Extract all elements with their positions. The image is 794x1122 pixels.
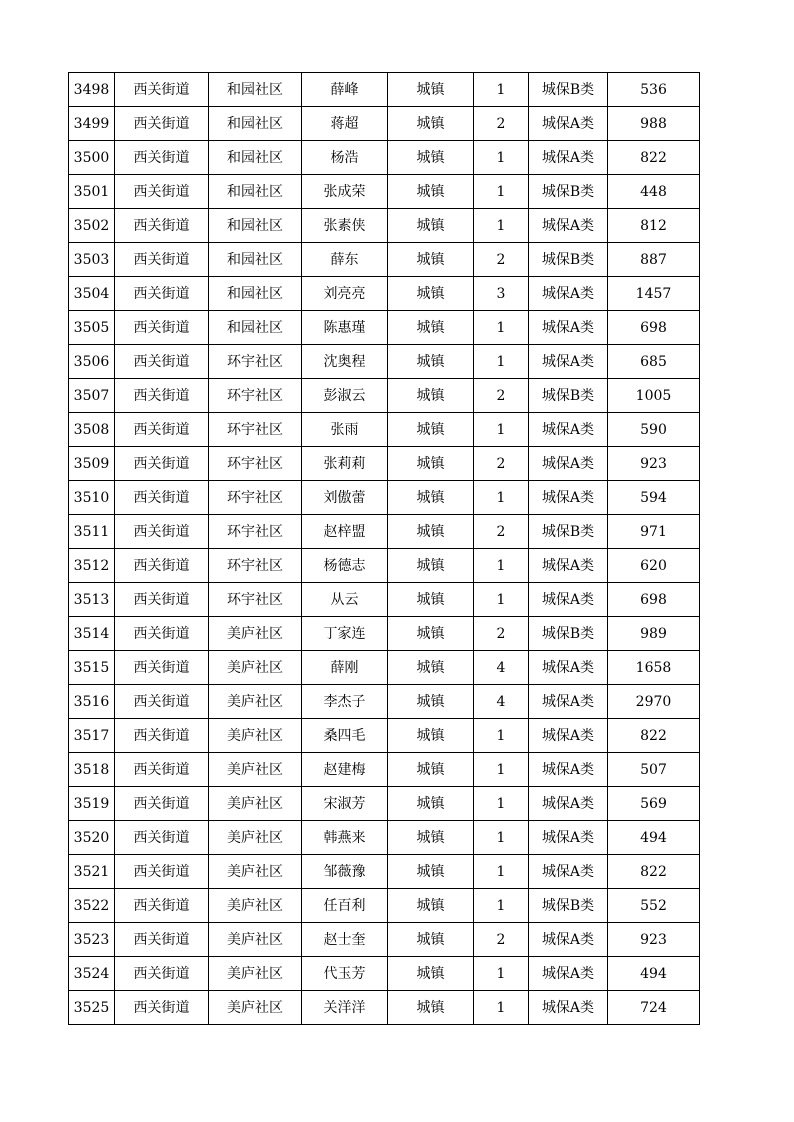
row-number-cell: 3501 [69, 175, 115, 209]
name-cell: 代玉芳 [302, 957, 388, 991]
street-cell: 西关街道 [115, 107, 209, 141]
table-row [69, 583, 700, 617]
table-row [69, 379, 700, 413]
amount-cell: 822 [608, 719, 700, 753]
household-type-cell: 城镇 [388, 957, 474, 991]
category-cell: 城保A类 [529, 447, 608, 481]
name-cell: 李杰子 [302, 685, 388, 719]
row-number-cell: 3505 [69, 311, 115, 345]
street-cell: 西关街道 [115, 753, 209, 787]
member-count-cell: 1 [474, 209, 529, 243]
category-cell: 城保A类 [529, 753, 608, 787]
community-cell: 和园社区 [209, 311, 302, 345]
member-count-cell: 1 [474, 991, 529, 1025]
street-cell: 西关街道 [115, 243, 209, 277]
amount-cell: 552 [608, 889, 700, 923]
household-type-cell: 城镇 [388, 345, 474, 379]
table-row [69, 141, 700, 175]
community-cell: 美庐社区 [209, 753, 302, 787]
table-row [69, 923, 700, 957]
table-row [69, 855, 700, 889]
name-cell: 杨德志 [302, 549, 388, 583]
street-cell: 西关街道 [115, 549, 209, 583]
amount-cell: 590 [608, 413, 700, 447]
row-number-cell: 3510 [69, 481, 115, 515]
community-cell: 环宇社区 [209, 583, 302, 617]
table-row [69, 957, 700, 991]
community-cell: 环宇社区 [209, 379, 302, 413]
household-type-cell: 城镇 [388, 107, 474, 141]
name-cell: 宋淑芳 [302, 787, 388, 821]
household-type-cell: 城镇 [388, 481, 474, 515]
amount-cell: 620 [608, 549, 700, 583]
name-cell: 桑四毛 [302, 719, 388, 753]
street-cell: 西关街道 [115, 719, 209, 753]
member-count-cell: 2 [474, 107, 529, 141]
street-cell: 西关街道 [115, 311, 209, 345]
amount-cell: 685 [608, 345, 700, 379]
amount-cell: 989 [608, 617, 700, 651]
category-cell: 城保B类 [529, 73, 608, 107]
community-cell: 和园社区 [209, 73, 302, 107]
category-cell: 城保B类 [529, 175, 608, 209]
category-cell: 城保A类 [529, 685, 608, 719]
roster-body [69, 73, 700, 1025]
row-number-cell: 3515 [69, 651, 115, 685]
row-number-cell: 3522 [69, 889, 115, 923]
category-cell: 城保A类 [529, 481, 608, 515]
member-count-cell: 2 [474, 447, 529, 481]
name-cell: 邹薇豫 [302, 855, 388, 889]
household-type-cell: 城镇 [388, 685, 474, 719]
name-cell: 赵建梅 [302, 753, 388, 787]
table-row [69, 651, 700, 685]
household-type-cell: 城镇 [388, 379, 474, 413]
category-cell: 城保A类 [529, 209, 608, 243]
row-number-cell: 3503 [69, 243, 115, 277]
street-cell: 西关街道 [115, 787, 209, 821]
name-cell: 张莉莉 [302, 447, 388, 481]
street-cell: 西关街道 [115, 855, 209, 889]
name-cell: 薛刚 [302, 651, 388, 685]
row-number-cell: 3520 [69, 821, 115, 855]
member-count-cell: 2 [474, 515, 529, 549]
name-cell: 彭淑云 [302, 379, 388, 413]
table-row [69, 175, 700, 209]
member-count-cell: 1 [474, 549, 529, 583]
community-cell: 环宇社区 [209, 345, 302, 379]
street-cell: 西关街道 [115, 447, 209, 481]
community-cell: 美庐社区 [209, 923, 302, 957]
category-cell: 城保A类 [529, 821, 608, 855]
row-number-cell: 3509 [69, 447, 115, 481]
category-cell: 城保A类 [529, 583, 608, 617]
amount-cell: 822 [608, 855, 700, 889]
community-cell: 和园社区 [209, 107, 302, 141]
household-type-cell: 城镇 [388, 821, 474, 855]
street-cell: 西关街道 [115, 923, 209, 957]
amount-cell: 1658 [608, 651, 700, 685]
table-row [69, 413, 700, 447]
community-cell: 和园社区 [209, 175, 302, 209]
name-cell: 薛峰 [302, 73, 388, 107]
household-type-cell: 城镇 [388, 175, 474, 209]
member-count-cell: 1 [474, 821, 529, 855]
member-count-cell: 2 [474, 243, 529, 277]
category-cell: 城保A类 [529, 141, 608, 175]
member-count-cell: 2 [474, 617, 529, 651]
community-cell: 环宇社区 [209, 413, 302, 447]
street-cell: 西关街道 [115, 379, 209, 413]
name-cell: 刘亮亮 [302, 277, 388, 311]
row-number-cell: 3498 [69, 73, 115, 107]
amount-cell: 2970 [608, 685, 700, 719]
category-cell: 城保B类 [529, 889, 608, 923]
name-cell: 张雨 [302, 413, 388, 447]
amount-cell: 822 [608, 141, 700, 175]
name-cell: 从云 [302, 583, 388, 617]
household-type-cell: 城镇 [388, 549, 474, 583]
member-count-cell: 1 [474, 889, 529, 923]
community-cell: 美庐社区 [209, 685, 302, 719]
category-cell: 城保A类 [529, 107, 608, 141]
street-cell: 西关街道 [115, 617, 209, 651]
name-cell: 关洋洋 [302, 991, 388, 1025]
member-count-cell: 1 [474, 141, 529, 175]
row-number-cell: 3512 [69, 549, 115, 583]
street-cell: 西关街道 [115, 345, 209, 379]
amount-cell: 494 [608, 957, 700, 991]
member-count-cell: 1 [474, 957, 529, 991]
table-row [69, 753, 700, 787]
amount-cell: 448 [608, 175, 700, 209]
table-row [69, 209, 700, 243]
community-cell: 环宇社区 [209, 515, 302, 549]
table-row [69, 345, 700, 379]
amount-cell: 1005 [608, 379, 700, 413]
member-count-cell: 3 [474, 277, 529, 311]
category-cell: 城保B类 [529, 515, 608, 549]
amount-cell: 724 [608, 991, 700, 1025]
street-cell: 西关街道 [115, 957, 209, 991]
row-number-cell: 3514 [69, 617, 115, 651]
street-cell: 西关街道 [115, 685, 209, 719]
street-cell: 西关街道 [115, 277, 209, 311]
table-row [69, 311, 700, 345]
category-cell: 城保B类 [529, 243, 608, 277]
community-cell: 美庐社区 [209, 855, 302, 889]
row-number-cell: 3513 [69, 583, 115, 617]
street-cell: 西关街道 [115, 481, 209, 515]
table-row [69, 481, 700, 515]
table-row [69, 719, 700, 753]
community-cell: 和园社区 [209, 141, 302, 175]
household-type-cell: 城镇 [388, 141, 474, 175]
household-type-cell: 城镇 [388, 447, 474, 481]
category-cell: 城保A类 [529, 923, 608, 957]
street-cell: 西关街道 [115, 889, 209, 923]
member-count-cell: 4 [474, 651, 529, 685]
amount-cell: 923 [608, 447, 700, 481]
street-cell: 西关街道 [115, 209, 209, 243]
row-number-cell: 3524 [69, 957, 115, 991]
member-count-cell: 1 [474, 311, 529, 345]
member-count-cell: 4 [474, 685, 529, 719]
street-cell: 西关街道 [115, 991, 209, 1025]
name-cell: 张成荣 [302, 175, 388, 209]
household-type-cell: 城镇 [388, 243, 474, 277]
street-cell: 西关街道 [115, 141, 209, 175]
amount-cell: 536 [608, 73, 700, 107]
amount-cell: 971 [608, 515, 700, 549]
name-cell: 薛东 [302, 243, 388, 277]
category-cell: 城保A类 [529, 311, 608, 345]
household-type-cell: 城镇 [388, 923, 474, 957]
category-cell: 城保A类 [529, 991, 608, 1025]
household-type-cell: 城镇 [388, 583, 474, 617]
street-cell: 西关街道 [115, 413, 209, 447]
community-cell: 环宇社区 [209, 481, 302, 515]
street-cell: 西关街道 [115, 175, 209, 209]
relief-roster-table [68, 72, 700, 1025]
category-cell: 城保A类 [529, 855, 608, 889]
amount-cell: 988 [608, 107, 700, 141]
name-cell: 刘傲蕾 [302, 481, 388, 515]
member-count-cell: 1 [474, 73, 529, 107]
street-cell: 西关街道 [115, 515, 209, 549]
row-number-cell: 3504 [69, 277, 115, 311]
community-cell: 美庐社区 [209, 719, 302, 753]
community-cell: 美庐社区 [209, 991, 302, 1025]
row-number-cell: 3511 [69, 515, 115, 549]
name-cell: 韩燕来 [302, 821, 388, 855]
amount-cell: 569 [608, 787, 700, 821]
community-cell: 和园社区 [209, 209, 302, 243]
category-cell: 城保A类 [529, 787, 608, 821]
member-count-cell: 1 [474, 719, 529, 753]
name-cell: 任百利 [302, 889, 388, 923]
category-cell: 城保B类 [529, 379, 608, 413]
amount-cell: 923 [608, 923, 700, 957]
category-cell: 城保B类 [529, 617, 608, 651]
member-count-cell: 1 [474, 583, 529, 617]
table-row [69, 821, 700, 855]
community-cell: 美庐社区 [209, 889, 302, 923]
community-cell: 美庐社区 [209, 821, 302, 855]
table-row [69, 73, 700, 107]
table-row [69, 277, 700, 311]
household-type-cell: 城镇 [388, 277, 474, 311]
household-type-cell: 城镇 [388, 991, 474, 1025]
table-row [69, 685, 700, 719]
category-cell: 城保A类 [529, 345, 608, 379]
name-cell: 沈奥程 [302, 345, 388, 379]
table-row [69, 515, 700, 549]
household-type-cell: 城镇 [388, 787, 474, 821]
household-type-cell: 城镇 [388, 617, 474, 651]
amount-cell: 1457 [608, 277, 700, 311]
street-cell: 西关街道 [115, 583, 209, 617]
community-cell: 环宇社区 [209, 447, 302, 481]
row-number-cell: 3519 [69, 787, 115, 821]
row-number-cell: 3507 [69, 379, 115, 413]
name-cell: 赵士奎 [302, 923, 388, 957]
member-count-cell: 1 [474, 855, 529, 889]
table-row [69, 243, 700, 277]
table-row [69, 991, 700, 1025]
community-cell: 环宇社区 [209, 549, 302, 583]
category-cell: 城保A类 [529, 549, 608, 583]
row-number-cell: 3499 [69, 107, 115, 141]
amount-cell: 494 [608, 821, 700, 855]
community-cell: 美庐社区 [209, 651, 302, 685]
member-count-cell: 1 [474, 753, 529, 787]
name-cell: 蒋超 [302, 107, 388, 141]
household-type-cell: 城镇 [388, 413, 474, 447]
category-cell: 城保A类 [529, 719, 608, 753]
category-cell: 城保A类 [529, 957, 608, 991]
amount-cell: 812 [608, 209, 700, 243]
household-type-cell: 城镇 [388, 209, 474, 243]
member-count-cell: 1 [474, 413, 529, 447]
household-type-cell: 城镇 [388, 855, 474, 889]
household-type-cell: 城镇 [388, 889, 474, 923]
member-count-cell: 1 [474, 787, 529, 821]
member-count-cell: 1 [474, 481, 529, 515]
amount-cell: 887 [608, 243, 700, 277]
row-number-cell: 3506 [69, 345, 115, 379]
community-cell: 和园社区 [209, 277, 302, 311]
street-cell: 西关街道 [115, 73, 209, 107]
community-cell: 美庐社区 [209, 617, 302, 651]
member-count-cell: 2 [474, 923, 529, 957]
row-number-cell: 3521 [69, 855, 115, 889]
row-number-cell: 3500 [69, 141, 115, 175]
amount-cell: 698 [608, 311, 700, 345]
household-type-cell: 城镇 [388, 753, 474, 787]
name-cell: 赵梓盟 [302, 515, 388, 549]
community-cell: 美庐社区 [209, 787, 302, 821]
category-cell: 城保A类 [529, 651, 608, 685]
household-type-cell: 城镇 [388, 311, 474, 345]
table-row [69, 617, 700, 651]
row-number-cell: 3525 [69, 991, 115, 1025]
amount-cell: 698 [608, 583, 700, 617]
amount-cell: 594 [608, 481, 700, 515]
category-cell: 城保A类 [529, 277, 608, 311]
row-number-cell: 3518 [69, 753, 115, 787]
table-row [69, 889, 700, 923]
amount-cell: 507 [608, 753, 700, 787]
table-row [69, 107, 700, 141]
name-cell: 张素侠 [302, 209, 388, 243]
name-cell: 杨浩 [302, 141, 388, 175]
member-count-cell: 1 [474, 345, 529, 379]
row-number-cell: 3508 [69, 413, 115, 447]
name-cell: 陈惠瑾 [302, 311, 388, 345]
table-row [69, 447, 700, 481]
row-number-cell: 3517 [69, 719, 115, 753]
community-cell: 美庐社区 [209, 957, 302, 991]
community-cell: 和园社区 [209, 243, 302, 277]
row-number-cell: 3523 [69, 923, 115, 957]
household-type-cell: 城镇 [388, 515, 474, 549]
street-cell: 西关街道 [115, 821, 209, 855]
member-count-cell: 1 [474, 175, 529, 209]
household-type-cell: 城镇 [388, 73, 474, 107]
row-number-cell: 3502 [69, 209, 115, 243]
household-type-cell: 城镇 [388, 651, 474, 685]
name-cell: 丁家连 [302, 617, 388, 651]
table-row [69, 787, 700, 821]
street-cell: 西关街道 [115, 651, 209, 685]
category-cell: 城保A类 [529, 413, 608, 447]
member-count-cell: 2 [474, 379, 529, 413]
table-row [69, 549, 700, 583]
household-type-cell: 城镇 [388, 719, 474, 753]
row-number-cell: 3516 [69, 685, 115, 719]
